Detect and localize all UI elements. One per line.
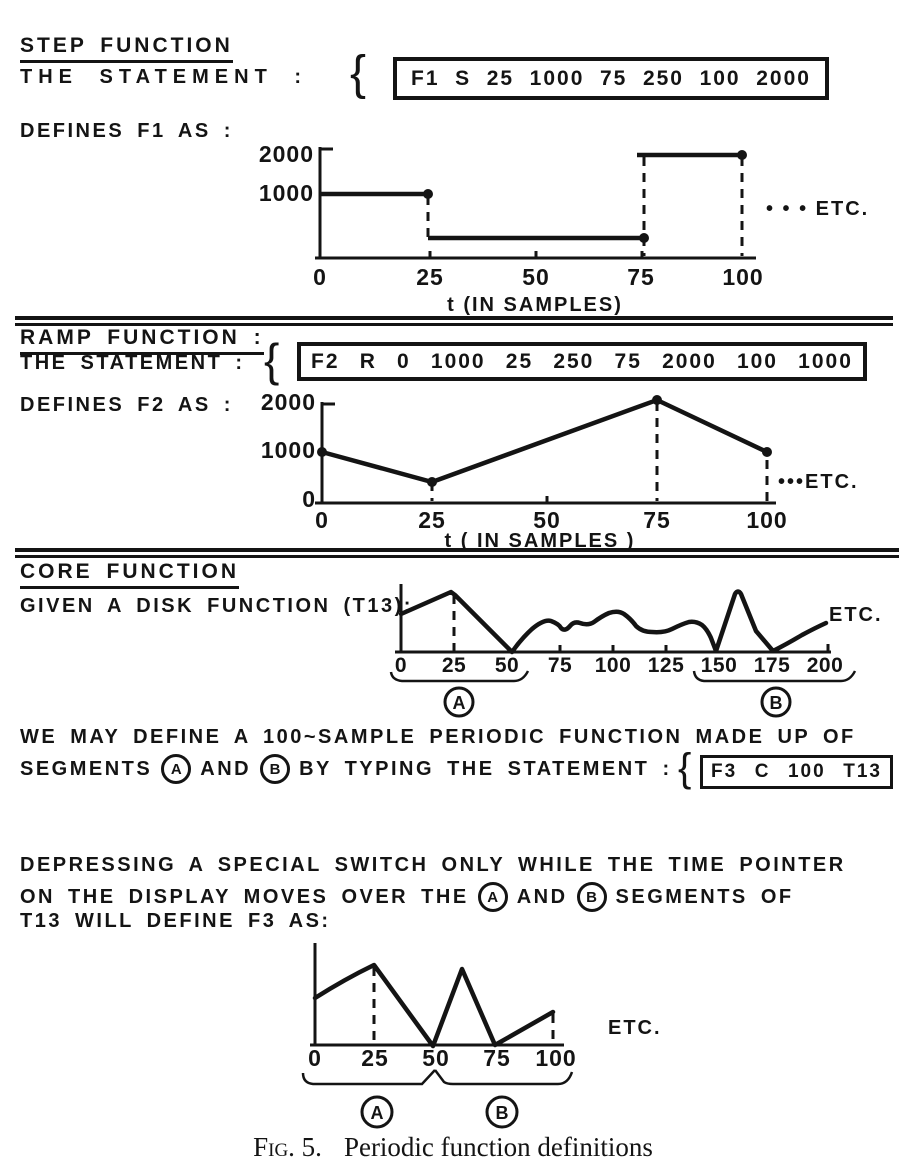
- segment-a-label: A: [370, 1103, 384, 1123]
- core-statement-box: [700, 755, 893, 789]
- segment-b-label: B: [586, 888, 597, 906]
- data-point: [652, 395, 662, 405]
- statement-token: 1000: [430, 349, 486, 373]
- circled-b-icon: [260, 754, 290, 784]
- x-tick-label: 25: [361, 1045, 389, 1071]
- para1-line1: WE MAY DEFINE A 100~SAMPLE PERIODIC FUNCTION MADE UP OF: [20, 726, 856, 748]
- f3-function-plot: [290, 938, 700, 1130]
- x-tick-label: 0: [313, 264, 327, 290]
- data-point: [317, 447, 327, 457]
- statement-token: 0: [397, 349, 411, 373]
- data-point: [423, 189, 433, 199]
- x-tick-label: 150: [700, 654, 738, 677]
- statement-token: 2000: [662, 349, 717, 373]
- statement-token: F2: [311, 349, 340, 373]
- y-tick-label: 2000: [258, 141, 314, 167]
- segment-b-label: B: [769, 693, 783, 713]
- dashed-drop-lines: [432, 402, 767, 501]
- statement-token: C: [754, 761, 771, 782]
- statement-token: 25: [486, 66, 515, 90]
- statement-token: 75: [599, 66, 628, 90]
- x-tick-label: 75: [627, 264, 655, 290]
- statement-token: 250: [642, 66, 684, 90]
- para1-line2: [20, 754, 672, 784]
- x-tick-label: 100: [594, 654, 632, 677]
- x-axis-label: t ( IN SAMPLES ): [444, 530, 636, 552]
- segment-a-label: A: [170, 760, 182, 778]
- statement-token: 25: [505, 349, 534, 373]
- ramp-statement-box: [297, 342, 867, 381]
- section-divider: [15, 316, 893, 326]
- y-tick-label: 1000: [260, 437, 316, 463]
- left-brace: {: [264, 334, 280, 386]
- axes: [315, 402, 776, 503]
- etc-label: • • • ETC.: [766, 198, 870, 220]
- x-tick-label: 100: [535, 1045, 577, 1071]
- core-given-label: GIVEN A DISK FUNCTION (T13):: [20, 595, 413, 617]
- segment-b-label: B: [495, 1103, 509, 1123]
- statement-token: 2000: [756, 66, 811, 90]
- y-tick-label: 0: [302, 486, 316, 512]
- step-defines-label: DEFINES F1 AS :: [20, 120, 233, 142]
- left-brace: {: [350, 47, 367, 100]
- statement-token: 1000: [529, 66, 585, 90]
- section-divider: [15, 548, 899, 558]
- statement-token: F3: [711, 761, 738, 782]
- para2-line1: DEPRESSING A SPECIAL SWITCH ONLY WHILE THE TIME POINTER: [20, 854, 846, 876]
- circled-a-icon: [161, 754, 191, 784]
- ramp-statement-label: THE STATEMENT :: [20, 352, 245, 374]
- x-tick-label: 0: [308, 1045, 322, 1071]
- para2-line2-text: SEGMENTS OF: [615, 885, 794, 908]
- segment-a-label: A: [487, 888, 499, 906]
- statement-token: 1000: [798, 349, 853, 373]
- x-tick-label: 175: [753, 654, 791, 677]
- x-tick-label: 100: [722, 264, 764, 290]
- step-statement-label: THE STATEMENT :: [20, 66, 308, 88]
- x-tick-label: 25: [416, 264, 444, 290]
- figure-caption: [0, 1132, 906, 1163]
- core-section-title: CORE FUNCTION: [20, 560, 239, 589]
- x-tick-label: 0: [315, 507, 329, 533]
- statement-token: 100: [787, 761, 826, 782]
- dashed-drop-lines: [428, 157, 742, 256]
- ramp-section-title: RAMP FUNCTION :: [20, 326, 264, 355]
- x-tick-label: 100: [746, 507, 788, 533]
- step-function-plot: [240, 135, 900, 317]
- f3-curve: [315, 965, 553, 1046]
- ramp-lines: [322, 400, 767, 482]
- etc-label: ETC.: [829, 604, 883, 626]
- para2-line2-text: ON THE DISPLAY MOVES OVER THE: [20, 885, 469, 908]
- step-level-lines: [320, 155, 742, 238]
- para2-line2-text: AND: [516, 885, 568, 908]
- segment-a-label: A: [452, 693, 466, 713]
- ramp-defines-label: DEFINES F2 AS :: [20, 394, 233, 416]
- segment-b-brace: [435, 1070, 572, 1084]
- etc-label: •••ETC.: [778, 471, 859, 493]
- step-statement-box: [393, 57, 829, 100]
- circled-b-icon: [577, 882, 607, 912]
- statement-token: 250: [553, 349, 595, 373]
- x-tick-label: 75: [483, 1045, 511, 1071]
- circled-a-icon: [478, 882, 508, 912]
- x-tick-label: 75: [547, 654, 573, 677]
- statement-token: S: [455, 66, 472, 90]
- statement-token: T13: [843, 761, 882, 782]
- x-tick-label: 50: [422, 1045, 450, 1071]
- x-tick-label: 25: [441, 654, 467, 677]
- x-axis-label: t (IN SAMPLES): [447, 294, 623, 316]
- para2-line3: T13 WILL DEFINE F3 AS:: [20, 910, 331, 932]
- x-tick-label: 50: [522, 264, 550, 290]
- para1-line2-text: AND: [200, 757, 252, 780]
- segment-b-label: B: [269, 760, 281, 778]
- x-tick-label: 75: [643, 507, 671, 533]
- axes: [315, 147, 756, 258]
- para1-line2-text: SEGMENTS: [20, 757, 153, 780]
- y-tick-label: 2000: [260, 389, 316, 415]
- etc-label: ETC.: [608, 1017, 662, 1039]
- x-tick-label: 0: [394, 654, 408, 677]
- x-tick-label: 200: [806, 654, 844, 677]
- para2-line2: [20, 882, 794, 912]
- statement-token: 75: [614, 349, 642, 373]
- x-tick-label: 25: [418, 507, 446, 533]
- figure-number: Fig. 5.: [253, 1132, 322, 1162]
- disk-function-plot: [385, 575, 905, 725]
- statement-token: R: [359, 349, 377, 373]
- data-point: [737, 150, 747, 160]
- y-tick-label: 1000: [258, 180, 314, 206]
- data-point: [427, 477, 437, 487]
- step-section-title: STEP FUNCTION: [20, 34, 233, 63]
- disk-function-curve: [401, 592, 826, 653]
- statement-token: 100: [699, 66, 741, 90]
- x-tick-label: 125: [647, 654, 685, 677]
- figure-caption-text: Periodic function definitions: [343, 1132, 653, 1162]
- data-point: [762, 447, 772, 457]
- data-point: [639, 233, 649, 243]
- segment-a-brace: [303, 1070, 435, 1084]
- x-tick-label: 50: [533, 507, 561, 533]
- x-tick-label: 50: [494, 654, 520, 677]
- dashed-markers: [374, 967, 553, 1045]
- para1-line2-text: BY TYPING THE STATEMENT :: [299, 757, 672, 780]
- left-brace: {: [678, 746, 692, 790]
- statement-token: F1: [411, 66, 440, 90]
- ramp-function-plot: [240, 390, 905, 552]
- statement-token: 100: [736, 349, 778, 373]
